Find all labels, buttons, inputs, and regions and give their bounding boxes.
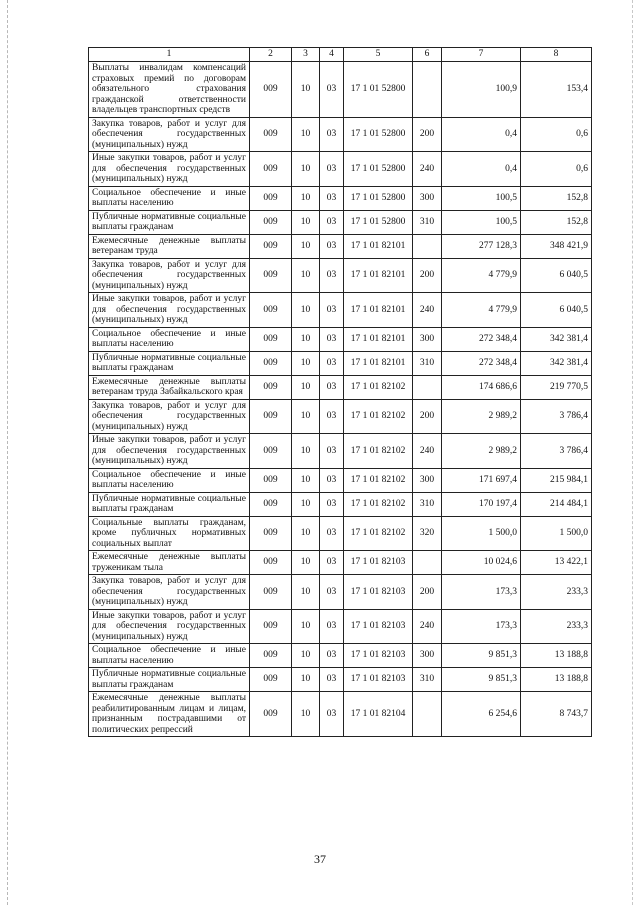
- target-article-code: 17 1 01 52800: [344, 186, 413, 210]
- section-code: 10: [292, 551, 320, 575]
- amount-col-8: 342 381,4: [521, 351, 592, 375]
- target-article-code: 17 1 01 82102: [344, 434, 413, 469]
- expense-type-code: 240: [413, 152, 442, 187]
- row-description: Закупка товаров, работ и услуг для обеспечения государственных (муниципальных) нужд: [89, 117, 250, 152]
- row-description: Иные закупки товаров, работ и услуг для обеспечения государственных (муниципальных) нужд: [89, 609, 250, 644]
- ministry-code: 009: [250, 575, 292, 610]
- target-article-code: 17 1 01 82103: [344, 575, 413, 610]
- amount-col-7: 0,4: [442, 117, 521, 152]
- table-header-row: [89, 48, 592, 62]
- target-article-code: 17 1 01 82103: [344, 551, 413, 575]
- expense-type-code: [413, 692, 442, 737]
- amount-col-7: 6 254,6: [442, 692, 521, 737]
- ministry-code: 009: [250, 117, 292, 152]
- subsection-code: 03: [320, 351, 344, 375]
- row-description: Иные закупки товаров, работ и услуг для обеспечения государственных (муниципальных) нужд: [89, 152, 250, 187]
- target-article-code: 17 1 01 82102: [344, 375, 413, 399]
- target-article-code: 17 1 01 82101: [344, 258, 413, 293]
- section-code: 10: [292, 492, 320, 516]
- amount-col-8: 0,6: [521, 117, 592, 152]
- section-code: 10: [292, 258, 320, 293]
- scan-edge-right: [632, 0, 634, 905]
- amount-col-8: 233,3: [521, 575, 592, 610]
- section-code: 10: [292, 609, 320, 644]
- expense-type-code: 240: [413, 434, 442, 469]
- subsection-code: 03: [320, 258, 344, 293]
- ministry-code: 009: [250, 692, 292, 737]
- table-row: [89, 399, 592, 434]
- subsection-code: 03: [320, 210, 344, 234]
- table-row: [89, 692, 592, 737]
- ministry-code: 009: [250, 327, 292, 351]
- target-article-code: 17 1 01 82102: [344, 516, 413, 551]
- ministry-code: 009: [250, 551, 292, 575]
- target-article-code: 17 1 01 82101: [344, 327, 413, 351]
- ministry-code: 009: [250, 186, 292, 210]
- table-row: [89, 351, 592, 375]
- amount-col-7: 272 348,4: [442, 327, 521, 351]
- section-code: 10: [292, 234, 320, 258]
- amount-col-8: 3 786,4: [521, 434, 592, 469]
- section-code: 10: [292, 692, 320, 737]
- row-description: Социальное обеспечение и иные выплаты населению: [89, 644, 250, 668]
- table-row: [89, 210, 592, 234]
- amount-col-7: 173,3: [442, 609, 521, 644]
- subsection-code: 03: [320, 399, 344, 434]
- expense-type-code: 200: [413, 399, 442, 434]
- amount-col-8: 348 421,9: [521, 234, 592, 258]
- target-article-code: 17 1 01 82102: [344, 492, 413, 516]
- amount-col-7: 100,5: [442, 210, 521, 234]
- amount-col-8: 13 188,8: [521, 668, 592, 692]
- table-row: [89, 258, 592, 293]
- section-code: 10: [292, 644, 320, 668]
- row-description: Публичные нормативные социальные выплаты гражданам: [89, 210, 250, 234]
- row-description: Публичные нормативные социальные выплаты гражданам: [89, 668, 250, 692]
- column-header: 5: [344, 48, 413, 62]
- ministry-code: 009: [250, 375, 292, 399]
- amount-col-8: 8 743,7: [521, 692, 592, 737]
- ministry-code: 009: [250, 62, 292, 118]
- expense-type-code: 310: [413, 668, 442, 692]
- table-body: [89, 62, 592, 737]
- subsection-code: 03: [320, 492, 344, 516]
- amount-col-7: 100,9: [442, 62, 521, 118]
- ministry-code: 009: [250, 293, 292, 328]
- subsection-code: 03: [320, 468, 344, 492]
- subsection-code: 03: [320, 186, 344, 210]
- expense-type-code: 300: [413, 327, 442, 351]
- expense-type-code: [413, 551, 442, 575]
- subsection-code: 03: [320, 644, 344, 668]
- row-description: Публичные нормативные социальные выплаты гражданам: [89, 351, 250, 375]
- column-header: 4: [320, 48, 344, 62]
- amount-col-7: 4 779,9: [442, 293, 521, 328]
- amount-col-8: 6 040,5: [521, 258, 592, 293]
- amount-col-8: 3 786,4: [521, 399, 592, 434]
- section-code: 10: [292, 516, 320, 551]
- column-header: 2: [250, 48, 292, 62]
- table-row: [89, 152, 592, 187]
- amount-col-7: 171 697,4: [442, 468, 521, 492]
- amount-col-8: 153,4: [521, 62, 592, 118]
- column-header: 1: [89, 48, 250, 62]
- subsection-code: 03: [320, 117, 344, 152]
- budget-table: [88, 47, 592, 737]
- row-description: Социальное обеспечение и иные выплаты населению: [89, 468, 250, 492]
- row-description: Публичные нормативные социальные выплаты гражданам: [89, 492, 250, 516]
- section-code: 10: [292, 186, 320, 210]
- column-header: 8: [521, 48, 592, 62]
- section-code: 10: [292, 434, 320, 469]
- row-description: Закупка товаров, работ и услуг для обеспечения государственных (муниципальных) нужд: [89, 575, 250, 610]
- amount-col-8: 152,8: [521, 186, 592, 210]
- section-code: 10: [292, 375, 320, 399]
- ministry-code: 009: [250, 152, 292, 187]
- amount-col-8: 13 422,1: [521, 551, 592, 575]
- table-row: [89, 375, 592, 399]
- expense-type-code: [413, 375, 442, 399]
- expense-type-code: [413, 234, 442, 258]
- target-article-code: 17 1 01 52800: [344, 152, 413, 187]
- table-row: [89, 492, 592, 516]
- amount-col-8: 13 188,8: [521, 644, 592, 668]
- amount-col-7: 2 989,2: [442, 434, 521, 469]
- target-article-code: 17 1 01 82104: [344, 692, 413, 737]
- row-description: Закупка товаров, работ и услуг для обеспечения государственных (муниципальных) нужд: [89, 399, 250, 434]
- expense-type-code: 240: [413, 609, 442, 644]
- amount-col-8: 152,8: [521, 210, 592, 234]
- subsection-code: 03: [320, 152, 344, 187]
- amount-col-8: 214 484,1: [521, 492, 592, 516]
- section-code: 10: [292, 62, 320, 118]
- table-row: [89, 609, 592, 644]
- section-code: 10: [292, 575, 320, 610]
- target-article-code: 17 1 01 82101: [344, 351, 413, 375]
- amount-col-7: 173,3: [442, 575, 521, 610]
- amount-col-7: 100,5: [442, 186, 521, 210]
- amount-col-7: 0,4: [442, 152, 521, 187]
- table-row: [89, 668, 592, 692]
- table-row: [89, 468, 592, 492]
- amount-col-8: 342 381,4: [521, 327, 592, 351]
- expense-type-code: 200: [413, 258, 442, 293]
- target-article-code: 17 1 01 82103: [344, 609, 413, 644]
- subsection-code: 03: [320, 375, 344, 399]
- expense-type-code: 240: [413, 293, 442, 328]
- amount-col-7: 9 851,3: [442, 644, 521, 668]
- table-row: [89, 234, 592, 258]
- section-code: 10: [292, 210, 320, 234]
- section-code: 10: [292, 117, 320, 152]
- table-row: [89, 327, 592, 351]
- section-code: 10: [292, 293, 320, 328]
- amount-col-7: 9 851,3: [442, 668, 521, 692]
- expense-type-code: 200: [413, 575, 442, 610]
- amount-col-8: 219 770,5: [521, 375, 592, 399]
- row-description: Социальные выплаты гражданам, кроме публичных нормативных социальных выплат: [89, 516, 250, 551]
- amount-col-7: 1 500,0: [442, 516, 521, 551]
- amount-col-7: 170 197,4: [442, 492, 521, 516]
- subsection-code: 03: [320, 551, 344, 575]
- ministry-code: 009: [250, 609, 292, 644]
- target-article-code: 17 1 01 52800: [344, 117, 413, 152]
- target-article-code: 17 1 01 82103: [344, 668, 413, 692]
- table-row: [89, 186, 592, 210]
- target-article-code: 17 1 01 52800: [344, 210, 413, 234]
- ministry-code: 009: [250, 468, 292, 492]
- subsection-code: 03: [320, 434, 344, 469]
- amount-col-7: 174 686,6: [442, 375, 521, 399]
- ministry-code: 009: [250, 210, 292, 234]
- ministry-code: 009: [250, 668, 292, 692]
- target-article-code: 17 1 01 82101: [344, 234, 413, 258]
- subsection-code: 03: [320, 234, 344, 258]
- section-code: 10: [292, 152, 320, 187]
- ministry-code: 009: [250, 644, 292, 668]
- subsection-code: 03: [320, 62, 344, 118]
- amount-col-7: 4 779,9: [442, 258, 521, 293]
- row-description: Ежемесячные денежные выплаты ветеранам труда Забайкальского края: [89, 375, 250, 399]
- subsection-code: 03: [320, 293, 344, 328]
- expense-type-code: 200: [413, 117, 442, 152]
- target-article-code: 17 1 01 52800: [344, 62, 413, 118]
- ministry-code: 009: [250, 234, 292, 258]
- section-code: 10: [292, 668, 320, 692]
- table-row: [89, 293, 592, 328]
- expense-type-code: 300: [413, 186, 442, 210]
- subsection-code: 03: [320, 668, 344, 692]
- table-row: [89, 551, 592, 575]
- section-code: 10: [292, 327, 320, 351]
- table-row: [89, 575, 592, 610]
- ministry-code: 009: [250, 351, 292, 375]
- subsection-code: 03: [320, 575, 344, 610]
- column-header: 6: [413, 48, 442, 62]
- table-row: [89, 434, 592, 469]
- subsection-code: 03: [320, 692, 344, 737]
- ministry-code: 009: [250, 258, 292, 293]
- target-article-code: 17 1 01 82101: [344, 293, 413, 328]
- target-article-code: 17 1 01 82103: [344, 644, 413, 668]
- amount-col-7: 2 989,2: [442, 399, 521, 434]
- amount-col-8: 233,3: [521, 609, 592, 644]
- ministry-code: 009: [250, 516, 292, 551]
- table-row: [89, 644, 592, 668]
- table-row: [89, 516, 592, 551]
- amount-col-8: 1 500,0: [521, 516, 592, 551]
- subsection-code: 03: [320, 516, 344, 551]
- expense-type-code: 300: [413, 644, 442, 668]
- section-code: 10: [292, 351, 320, 375]
- amount-col-8: 6 040,5: [521, 293, 592, 328]
- amount-col-8: 0,6: [521, 152, 592, 187]
- expense-type-code: 310: [413, 210, 442, 234]
- ministry-code: 009: [250, 434, 292, 469]
- amount-col-7: 10 024,6: [442, 551, 521, 575]
- subsection-code: 03: [320, 327, 344, 351]
- target-article-code: 17 1 01 82102: [344, 399, 413, 434]
- table-row: [89, 62, 592, 118]
- row-description: Социальное обеспечение и иные выплаты населению: [89, 186, 250, 210]
- page-number: 37: [314, 852, 326, 866]
- row-description: Ежемесячные денежные выплаты ветеранам труда: [89, 234, 250, 258]
- row-description: Иные закупки товаров, работ и услуг для обеспечения государственных (муниципальных) нужд: [89, 293, 250, 328]
- expense-type-code: 300: [413, 468, 442, 492]
- row-description: Иные закупки товаров, работ и услуг для обеспечения государственных (муниципальных) нужд: [89, 434, 250, 469]
- subsection-code: 03: [320, 609, 344, 644]
- row-description: Закупка товаров, работ и услуг для обеспечения государственных (муниципальных) нужд: [89, 258, 250, 293]
- column-header: 7: [442, 48, 521, 62]
- expense-type-code: 320: [413, 516, 442, 551]
- expense-type-code: 310: [413, 492, 442, 516]
- amount-col-7: 277 128,3: [442, 234, 521, 258]
- amount-col-8: 215 984,1: [521, 468, 592, 492]
- target-article-code: 17 1 01 82102: [344, 468, 413, 492]
- column-header: 3: [292, 48, 320, 62]
- row-description: Ежемесячные денежные выплаты труженикам тыла: [89, 551, 250, 575]
- section-code: 10: [292, 468, 320, 492]
- expense-type-code: [413, 62, 442, 118]
- row-description: Ежемесячные денежные выплаты реабилитированным лицам и лицам, признанным пострадавшими от политических репрессий: [89, 692, 250, 737]
- row-description: Выплаты инвалидам компенсаций страховых премий по договорам обязательного страхования гражданской ответственности владельцев транспортных средств: [89, 62, 250, 118]
- section-code: 10: [292, 399, 320, 434]
- amount-col-7: 272 348,4: [442, 351, 521, 375]
- table-row: [89, 117, 592, 152]
- expense-type-code: 310: [413, 351, 442, 375]
- row-description: Социальное обеспечение и иные выплаты населению: [89, 327, 250, 351]
- scan-edge-left: [7, 0, 9, 905]
- ministry-code: 009: [250, 399, 292, 434]
- ministry-code: 009: [250, 492, 292, 516]
